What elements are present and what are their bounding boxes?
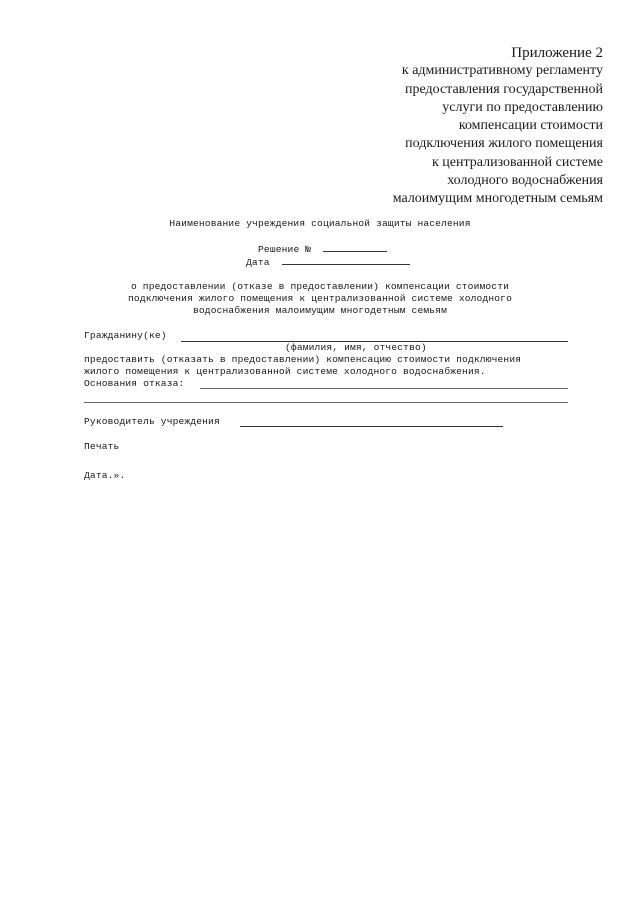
date-row — [246, 255, 410, 268]
body-line: жилого помещения к централизованной системе холодного водоснабжения. — [84, 366, 486, 377]
refusal-label: Основания отказа: — [84, 378, 185, 389]
appendix-line: к административному регламенту — [401, 63, 603, 79]
institution-name: Наименование учреждения социальной защиты населения — [169, 218, 471, 229]
appendix-line: малоимущим многодетным семьям — [392, 191, 603, 207]
head-signature-line — [240, 426, 503, 427]
subject-line: о предоставлении (отказе в предоставлении) компенсации стоимости — [130, 281, 510, 292]
subject-line: подключения жилого помещения к централизованной системе холодного — [128, 293, 512, 304]
appendix-line: предоставления государственной — [404, 81, 603, 97]
date-label: Дата — [246, 257, 270, 268]
appendix-header — [303, 44, 603, 209]
date-footer: Дата.». — [84, 470, 126, 481]
decision-number-row — [258, 242, 387, 255]
decision-number-field — [323, 242, 387, 252]
appendix-line: Приложение 2 — [511, 45, 603, 61]
stamp-label: Печать — [84, 441, 120, 452]
appendix-line: к централизованной системе — [432, 154, 603, 170]
date-field — [282, 255, 410, 265]
citizen-hint: (фамилия, имя, отчество) — [285, 342, 427, 353]
refusal-line — [200, 388, 568, 389]
head-label: Руководитель учреждения — [84, 416, 220, 427]
appendix-line: подключения жилого помещения — [405, 136, 603, 152]
decision-label: Решение № — [258, 244, 312, 255]
appendix-line: компенсации стоимости — [458, 118, 603, 134]
body-line: предоставить (отказать в предоставлении) компенсацию стоимости подключения — [84, 354, 522, 365]
refusal-line-2 — [84, 402, 568, 403]
citizen-label: Гражданину(ке) — [84, 330, 167, 341]
appendix-line: услуги по предоставлению — [442, 99, 603, 115]
appendix-line: холодного водоснабжения — [447, 173, 603, 189]
subject-line: водоснабжения малоимущим многодетным семьям — [192, 305, 447, 316]
